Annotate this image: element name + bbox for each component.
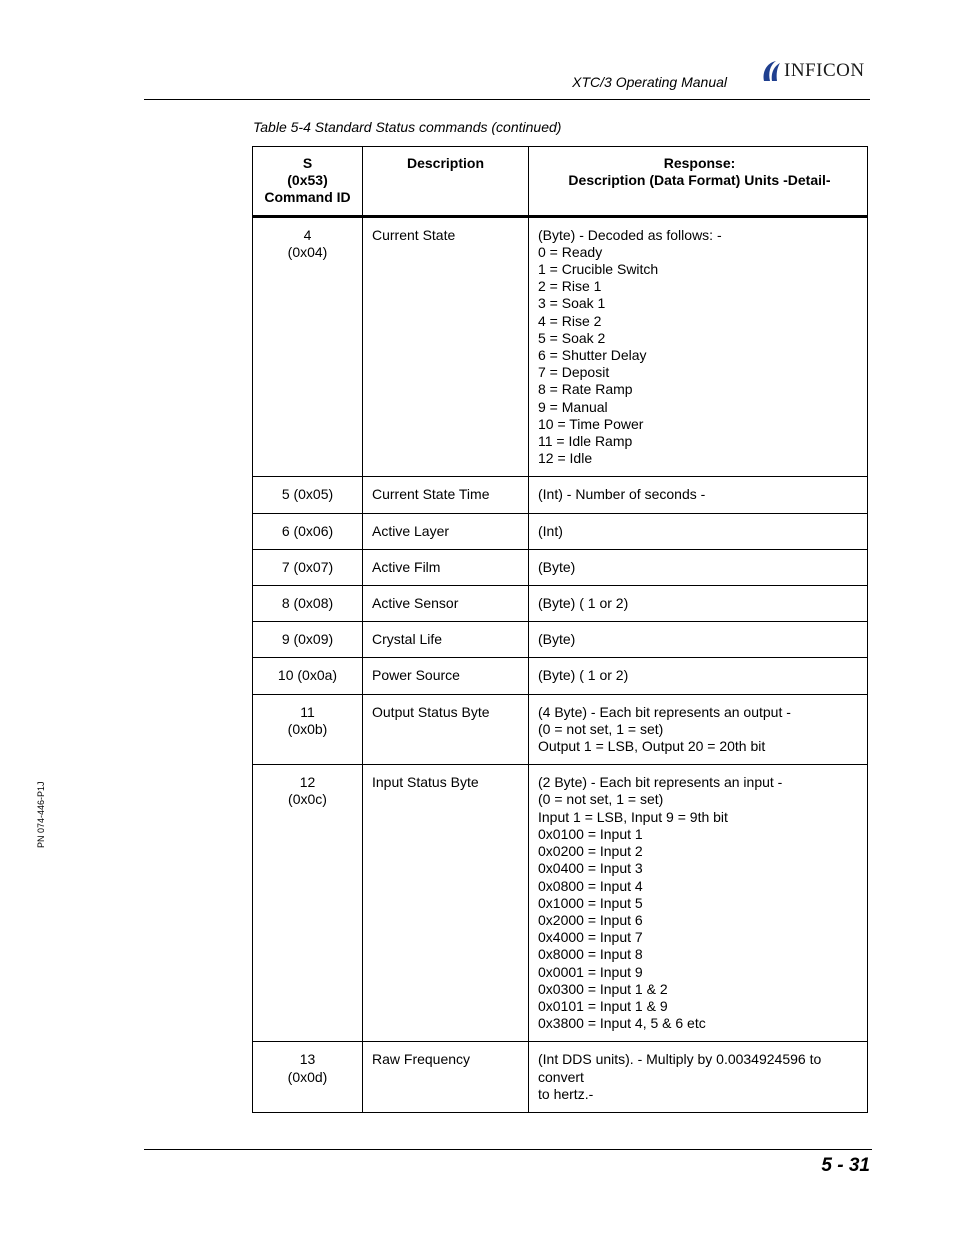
cell-line: to hertz.- [538,1085,594,1102]
cell-line: 5 = Soak 2 [538,329,606,346]
description-cell: Output Status Byte [363,694,529,765]
command-id-cell [253,586,363,622]
command-id-cell [253,694,363,765]
description-cell: Current State Time [363,477,529,513]
inficon-logo [760,59,865,83]
cell-line: (0x0b) [287,720,328,737]
response-cell [529,586,868,622]
table-caption: Table 5-4 Standard Status commands (continued) [253,119,562,135]
cell-line: 9 (0x09) [281,631,334,648]
cell-line: (Byte) - Decoded as follows: - [538,226,722,243]
command-id-cell [253,549,363,585]
response-cell [529,513,868,549]
cell-line: 0x0001 = Input 9 [538,963,643,980]
cell-line: 12 [299,774,316,791]
cell-line: (0x53) [287,172,328,189]
cell-line: 11 [300,703,315,720]
description-cell: Raw Frequency [363,1042,529,1113]
cell-line: 9 = Manual [538,398,608,415]
cell-line: (Int) [538,522,563,539]
command-id-cell [253,765,363,1042]
header-description [363,147,529,217]
part-number: PN 074-446-P1J [36,781,46,848]
description-cell: Crystal Life [363,622,529,658]
cell-line: 8 = Rate Ramp [538,381,633,398]
response-cell [529,622,868,658]
command-id-cell [253,1042,363,1113]
cell-line: (0x0d) [287,1068,328,1085]
cell-line: 3 = Soak 1 [538,295,606,312]
cell-line: 6 (0x06) [281,522,334,539]
cell-line: 0x0300 = Input 1 & 2 [538,980,668,997]
cell-line: 6 = Shutter Delay [538,347,647,364]
cell-line: 7 = Deposit [538,364,610,381]
table-row [253,765,868,1042]
cell-line: 10 = Time Power [538,415,644,432]
cell-line: 4 = Rise 2 [538,312,602,329]
header-response [529,147,868,217]
table-row [253,549,868,585]
logo-text: INFICON [784,60,865,81]
table-header-row [253,147,868,217]
cell-line: 2 = Rise 1 [538,278,602,295]
command-id-cell [253,513,363,549]
cell-line: (Byte) ( 1 or 2) [538,667,629,684]
table-row [253,513,868,549]
cell-line: 5 (0x05) [281,486,334,503]
cell-line: Input 1 = LSB, Input 9 = 9th bit [538,808,728,825]
cell-line: S [302,155,313,171]
table-row [253,216,868,477]
cell-line: (Int) - Number of seconds - [538,486,706,503]
command-id-cell [253,622,363,658]
cell-line: (4 Byte) - Each bit represents an output - [538,703,791,720]
status-commands-table [252,146,868,1113]
cell-line: Description [406,155,484,171]
cell-line: (Byte) ( 1 or 2) [538,595,629,612]
response-cell [529,765,868,1042]
cell-line: 0x2000 = Input 6 [538,911,643,928]
cell-line: Command ID [264,189,351,206]
description-cell: Power Source [363,658,529,694]
cell-line: 12 = Idle [538,450,593,467]
cell-line: 13 [299,1051,316,1068]
response-cell [529,216,868,477]
cell-line: 0x3800 = Input 4, 5 & 6 etc [538,1015,706,1032]
command-id-cell [253,658,363,694]
cell-line: 0x0200 = Input 2 [538,843,643,860]
cell-line: (0 = not set, 1 = set) [538,720,664,737]
manual-title: XTC/3 Operating Manual [572,74,727,90]
cell-line: (Byte) [538,558,576,575]
cell-line: 1 = Crucible Switch [538,261,659,278]
cell-line: 0x8000 = Input 8 [538,946,643,963]
inficon-logo-mark-icon [760,59,782,83]
table-row [253,694,868,765]
response-cell [529,549,868,585]
response-cell [529,1042,868,1113]
table-row [253,622,868,658]
table-row [253,658,868,694]
table-row [253,586,868,622]
cell-line: 11 = Idle Ramp [538,433,633,450]
description-cell: Active Layer [363,513,529,549]
cell-line: (Int DDS units). - Multiply by 0.0034924596 to convert [538,1051,822,1085]
table-row [253,1042,868,1113]
cell-line: (2 Byte) - Each bit represents an input - [538,774,783,791]
cell-line: 0x0100 = Input 1 [538,825,643,842]
cell-line: Response: [663,155,736,171]
command-id-cell [253,216,363,477]
cell-line: (0x04) [287,243,328,260]
cell-line: 10 (0x0a) [277,667,338,684]
header-command-id [253,147,363,217]
response-cell [529,694,868,765]
footer-rule [144,1149,872,1150]
table-row [253,477,868,513]
description-cell: Active Film [363,549,529,585]
cell-line: (0 = not set, 1 = set) [538,791,664,808]
cell-line: 0x4000 = Input 7 [538,929,643,946]
cell-line: Output 1 = LSB, Output 20 = 20th bit [538,738,766,755]
description-cell: Current State [363,216,529,477]
description-cell: Active Sensor [363,586,529,622]
cell-line: 4 [303,226,312,243]
cell-line: (Byte) [538,631,576,648]
cell-line: (0x0c) [288,791,327,808]
cell-line: 0x0400 = Input 3 [538,860,643,877]
cell-line: 0x0800 = Input 4 [538,877,643,894]
cell-line: 8 (0x08) [281,595,334,612]
page-number: 5 - 31 [821,1155,870,1176]
cell-line: 0 = Ready [538,243,603,260]
cell-line: 0x0101 = Input 1 & 9 [538,997,668,1014]
description-cell: Input Status Byte [363,765,529,1042]
cell-line: Description (Data Format) Units -Detail- [568,172,831,189]
response-cell [529,658,868,694]
header-rule [144,99,870,100]
response-cell [529,477,868,513]
cell-line: 0x1000 = Input 5 [538,894,643,911]
command-id-cell [253,477,363,513]
cell-line: 7 (0x07) [281,558,334,575]
